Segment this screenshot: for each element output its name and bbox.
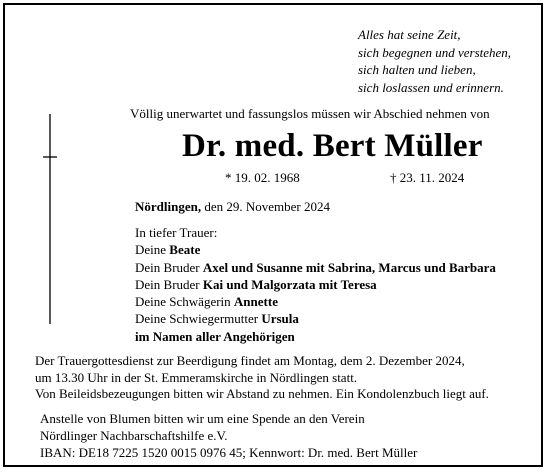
donation-line: Nördlinger Nachbarschaftshilfe e.V. xyxy=(40,428,228,443)
mourner-names: im Namen aller Angehörigen xyxy=(135,328,295,344)
mourner-line xyxy=(135,276,496,293)
birth-date: * 19. 02. 1968 xyxy=(225,170,300,185)
mourner-names: Ursula xyxy=(261,311,299,327)
poem-line: sich halten und lieben, xyxy=(358,62,476,77)
place-city: Nördlingen, xyxy=(135,199,202,214)
donation-info xyxy=(40,410,417,461)
deceased-name: Dr. med. Bert Müller xyxy=(182,128,483,164)
mourner-names: Beate xyxy=(169,242,201,258)
mourner-line xyxy=(135,293,496,310)
mourner-names: Axel und Susanne mit Sabrina, Marcus und Barbara xyxy=(202,259,496,275)
death-date: † 23. 11. 2024 xyxy=(390,170,465,185)
mourners-heading: In tiefer Trauer: xyxy=(135,225,218,240)
place-date xyxy=(135,199,330,215)
mourners-list xyxy=(135,224,496,345)
service-line: Von Beileidsbezeugungen bitten wir Abstand zu nehmen. Ein Kondolenzbuch liegt auf. xyxy=(35,386,489,401)
mourner-names: Kai und Malgorzata mit Teresa xyxy=(202,276,377,292)
mourner-relation: Dein Bruder xyxy=(135,259,203,275)
donation-line: IBAN: DE18 7225 1520 0015 0976 45; Kennwort: Dr. med. Bert Müller xyxy=(40,445,418,460)
service-info xyxy=(35,353,489,403)
mourner-line xyxy=(135,328,496,345)
intro-text: Völlig unerwartet und fassungslos müssen wir Abschied nehmen von xyxy=(130,106,490,121)
mourner-names: Annette xyxy=(233,294,278,310)
poem-line: Alles hat seine Zeit, xyxy=(358,27,461,42)
mourner-line xyxy=(135,241,496,258)
poem xyxy=(358,26,511,96)
mourner-line xyxy=(135,259,496,276)
mourner-relation: Deine xyxy=(135,242,170,258)
mourner-relation: Dein Bruder xyxy=(135,276,203,292)
donation-line: Anstelle von Blumen bitten wir um eine Spende an den Verein xyxy=(40,411,365,426)
mourner-relation: Deine Schwiegermutter xyxy=(135,311,262,327)
poem-line: sich begegnen und verstehen, xyxy=(358,44,512,60)
place-date-text: den 29. November 2024 xyxy=(201,199,330,214)
cross-icon xyxy=(43,114,57,324)
mourner-line xyxy=(135,310,496,327)
service-line: Der Trauergottesdienst zur Beerdigung findet am Montag, dem 2. Dezember 2024, xyxy=(35,353,465,368)
poem-line: sich loslassen und erinnern. xyxy=(358,79,504,95)
obituary-card xyxy=(3,3,543,467)
service-line: um 13.30 Uhr in der St. Emmeramskirche in Nördlingen statt. xyxy=(35,369,358,385)
mourner-relation: Deine Schwägerin xyxy=(135,294,234,310)
